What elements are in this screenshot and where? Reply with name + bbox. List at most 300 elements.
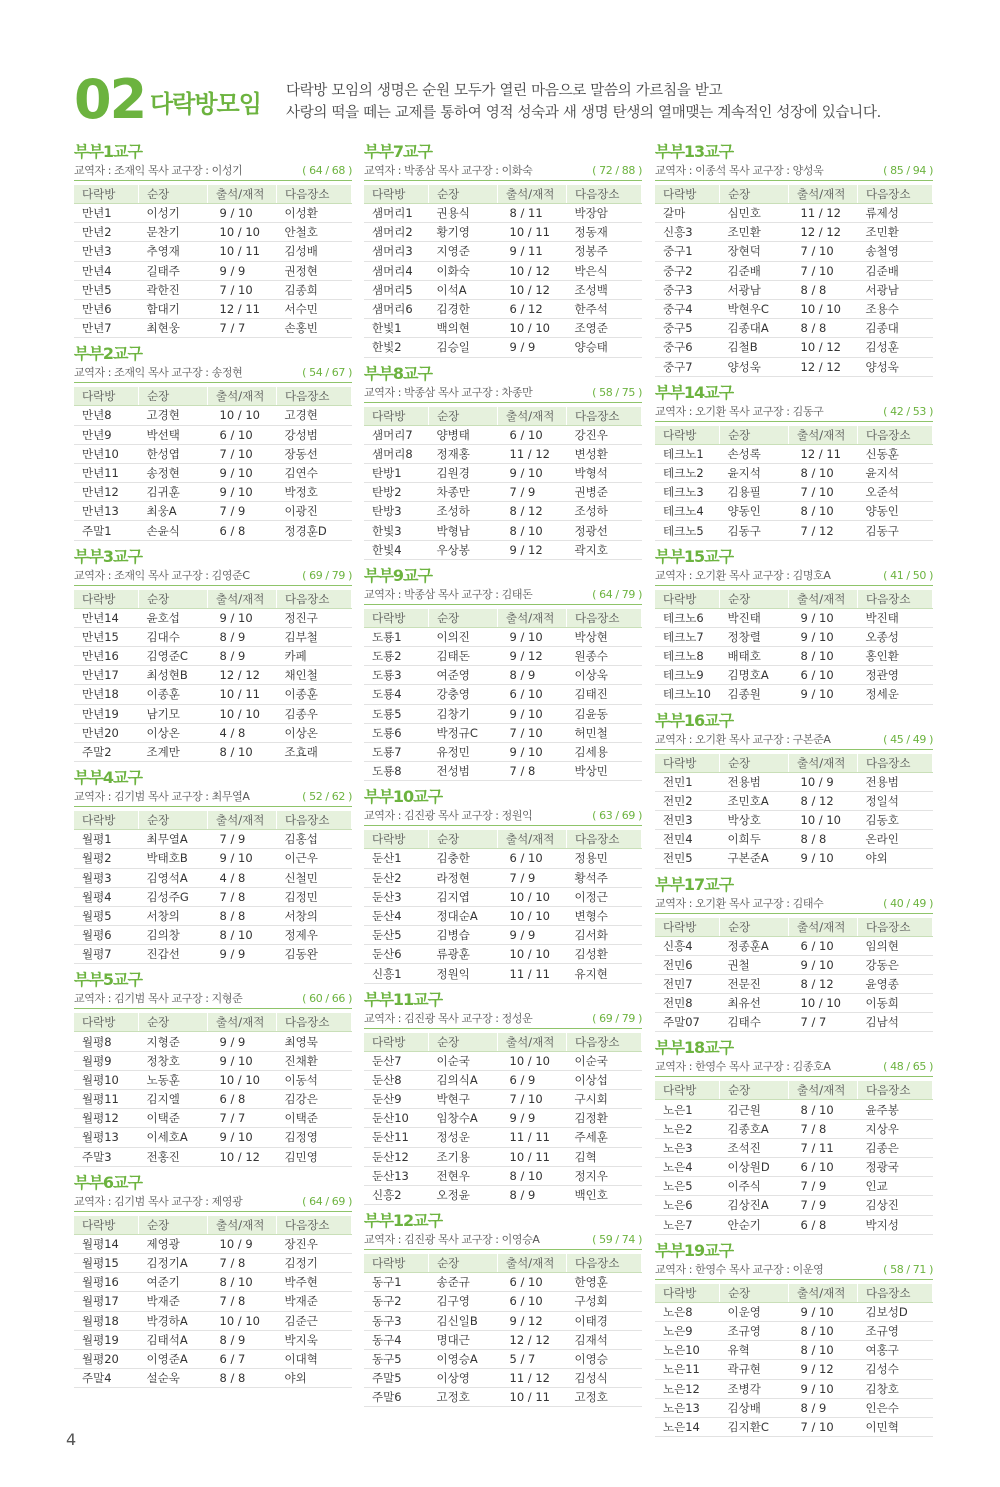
leader-cell: 유정민 (429, 742, 498, 761)
attendance-cell: 7 / 9 (208, 830, 277, 849)
header-next-place: 다음장소 (277, 1216, 352, 1235)
attendance-cell: 8 / 10 (789, 1321, 858, 1340)
next-place-cell: 곽지호 (567, 540, 642, 559)
header-leader: 순장 (720, 426, 789, 445)
district-title: 부부4교구 (74, 768, 142, 788)
leader-cell: 이성기 (139, 204, 208, 223)
next-place-cell: 김성수 (858, 1360, 933, 1379)
leader-cell: 권철 (720, 955, 789, 974)
attendance-cell: 7 / 9 (208, 502, 277, 521)
next-place-cell: 조민환 (858, 223, 933, 242)
table-header-row (74, 185, 352, 204)
next-place-cell: 김종희 (277, 280, 352, 299)
attendance-cell: 8 / 10 (498, 521, 567, 540)
table-row (655, 1321, 933, 1340)
leader-cell: 김구영 (429, 1292, 498, 1311)
district-title: 부부17교구 (655, 874, 734, 894)
header-leader: 순장 (720, 590, 789, 609)
district-info (364, 1231, 642, 1250)
table-row (364, 666, 642, 685)
attendance-cell: 10 / 10 (498, 1051, 567, 1070)
table-row (655, 1013, 933, 1032)
table-row (74, 1253, 352, 1272)
leader-cell: 박진태 (720, 608, 789, 627)
attendance-cell: 6 / 10 (498, 1273, 567, 1292)
room-cell: 테크노5 (655, 521, 720, 540)
leader-cell: 유혁 (720, 1341, 789, 1360)
attendance-cell: 9 / 10 (208, 463, 277, 482)
header-attendance: 출석/재적 (789, 590, 858, 609)
leader-cell: 최무열A (139, 830, 208, 849)
attendance-cell: 8 / 12 (789, 974, 858, 993)
leader-cell: 김의식A (429, 1070, 498, 1089)
next-place-cell: 정진구 (277, 608, 352, 627)
room-cell: 노은5 (655, 1177, 720, 1196)
table-row (364, 945, 642, 964)
header-room: 다락방 (364, 1033, 429, 1052)
attendance-cell: 9 / 10 (789, 608, 858, 627)
next-place-cell: 정광선 (567, 521, 642, 540)
room-cell: 한빛2 (364, 338, 429, 357)
attendance-cell: 9 / 9 (498, 338, 567, 357)
room-cell: 전민6 (655, 955, 720, 974)
header-leader: 순장 (720, 754, 789, 773)
room-cell: 둔산5 (364, 926, 429, 945)
next-place-cell: 정지우 (567, 1166, 642, 1185)
leader-cell: 황기영 (429, 223, 498, 242)
next-place-cell: 서창의 (277, 906, 352, 925)
room-cell: 월평15 (74, 1253, 139, 1272)
leader-cell: 차종만 (429, 483, 498, 502)
room-cell: 탄방2 (364, 483, 429, 502)
room-cell: 샘머리5 (364, 280, 429, 299)
next-place-cell: 야외 (858, 849, 933, 868)
table-header-row (74, 1216, 352, 1235)
district-group (655, 1241, 933, 1437)
header-room: 다락방 (74, 590, 139, 609)
room-cell: 전민1 (655, 772, 720, 791)
table-header-row (655, 1284, 933, 1303)
attendance-cell: 6 / 7 (208, 1349, 277, 1368)
attendance-cell: 12 / 12 (789, 223, 858, 242)
district-table (655, 590, 933, 705)
leader-cell: 김영석A (139, 868, 208, 887)
next-place-cell: 여홍구 (858, 1341, 933, 1360)
attendance-cell: 9 / 9 (208, 945, 277, 964)
district-group (364, 787, 642, 983)
table-row (74, 204, 352, 223)
district-attendance-ratio: ( 60 / 66 ) (302, 992, 352, 1006)
attendance-cell: 9 / 10 (789, 955, 858, 974)
leader-cell: 류광훈 (429, 945, 498, 964)
district-group (364, 142, 642, 358)
table-row (655, 1138, 933, 1157)
table-row (74, 685, 352, 704)
attendance-cell: 8 / 9 (498, 666, 567, 685)
leader-cell: 배태호 (720, 647, 789, 666)
leader-cell: 이세호A (139, 1128, 208, 1147)
district-info (655, 1261, 933, 1280)
table-row (364, 887, 642, 906)
table-header-row (74, 1013, 352, 1032)
leader-cell: 김원경 (429, 463, 498, 482)
next-place-cell: 김성환 (567, 945, 642, 964)
attendance-cell: 9 / 9 (498, 926, 567, 945)
next-place-cell: 이상섭 (567, 1070, 642, 1089)
table-row (74, 1109, 352, 1128)
header-room: 다락방 (655, 1284, 720, 1303)
leader-cell: 지형준 (139, 1032, 208, 1051)
leader-cell: 정대순A (429, 906, 498, 925)
room-cell: 테크노10 (655, 685, 720, 704)
leader-cell: 양동인 (720, 502, 789, 521)
district-group (74, 768, 352, 964)
room-cell: 전민7 (655, 974, 720, 993)
leader-cell: 양성욱 (720, 357, 789, 376)
attendance-cell: 8 / 10 (208, 926, 277, 945)
room-cell: 도룡5 (364, 704, 429, 723)
header-leader: 순장 (429, 1033, 498, 1052)
header-attendance: 출석/재적 (498, 1033, 567, 1052)
table-row (655, 1177, 933, 1196)
attendance-cell: 9 / 10 (789, 849, 858, 868)
next-place-cell: 이성환 (277, 204, 352, 223)
district-staff: 교역자 : 이종석 목사 교구장 : 양성욱 (655, 164, 824, 177)
room-cell: 월평17 (74, 1292, 139, 1311)
table-row (74, 521, 352, 540)
next-place-cell: 구성회 (567, 1292, 642, 1311)
header-attendance: 출석/재적 (789, 426, 858, 445)
room-cell: 중구5 (655, 319, 720, 338)
district-info (655, 403, 933, 422)
leader-cell: 임창수A (429, 1109, 498, 1128)
table-row (74, 425, 352, 444)
header-attendance: 출석/재적 (208, 185, 277, 204)
district-attendance-ratio: ( 58 / 71 ) (883, 1262, 933, 1276)
room-cell: 만년5 (74, 280, 139, 299)
header-attendance: 출석/재적 (789, 1284, 858, 1303)
attendance-cell: 10 / 10 (498, 319, 567, 338)
district-info (655, 895, 933, 914)
table-row (364, 926, 642, 945)
table-header-row (74, 811, 352, 830)
room-cell: 전민2 (655, 791, 720, 810)
next-place-cell: 김정영 (277, 1128, 352, 1147)
table-row (655, 280, 933, 299)
district-staff: 교역자 : 오기환 목사 교구장 : 김동구 (655, 404, 824, 418)
next-place-cell: 조영준 (567, 319, 642, 338)
table-row (74, 261, 352, 280)
header-room: 다락방 (364, 1254, 429, 1273)
table-row (655, 791, 933, 810)
header-next-place: 다음장소 (567, 609, 642, 628)
next-place-cell: 김남석 (858, 1013, 933, 1032)
attendance-cell: 7 / 10 (208, 444, 277, 463)
room-cell: 만년7 (74, 319, 139, 338)
header-room: 다락방 (74, 1013, 139, 1032)
table-row (655, 830, 933, 849)
leader-cell: 김대수 (139, 627, 208, 646)
next-place-cell: 백인호 (567, 1185, 642, 1204)
attendance-cell: 6 / 9 (498, 1070, 567, 1089)
table-row (364, 1070, 642, 1089)
table-row (655, 974, 933, 993)
attendance-cell: 10 / 12 (789, 338, 858, 357)
room-cell: 월평6 (74, 926, 139, 945)
leader-cell: 여준기 (139, 1273, 208, 1292)
header-attendance: 출석/재적 (208, 1216, 277, 1235)
table-row (74, 830, 352, 849)
next-place-cell: 오종성 (858, 627, 933, 646)
header-leader: 순장 (429, 609, 498, 628)
header-attendance: 출석/재적 (789, 754, 858, 773)
attendance-cell: 7 / 10 (789, 242, 858, 261)
table-row (74, 1234, 352, 1253)
next-place-cell: 이종훈 (277, 685, 352, 704)
room-cell: 샘머리7 (364, 425, 429, 444)
leader-cell: 김종호A (720, 1119, 789, 1138)
room-cell: 신흥3 (655, 223, 720, 242)
room-cell: 도룡4 (364, 685, 429, 704)
next-place-cell: 박형석 (567, 463, 642, 482)
room-cell: 월평3 (74, 868, 139, 887)
table-row (364, 444, 642, 463)
leader-cell: 이영준A (139, 1349, 208, 1368)
attendance-cell: 7 / 8 (208, 887, 277, 906)
attendance-cell: 7 / 12 (789, 521, 858, 540)
header-leader: 순장 (720, 185, 789, 204)
next-place-cell: 권병준 (567, 483, 642, 502)
next-place-cell: 장진우 (277, 1234, 352, 1253)
next-place-cell: 박주현 (277, 1273, 352, 1292)
table-row (74, 483, 352, 502)
room-cell: 만년14 (74, 608, 139, 627)
district-attendance-ratio: ( 40 / 49 ) (883, 896, 933, 910)
table-row (655, 502, 933, 521)
leader-cell: 박현우C (720, 299, 789, 318)
room-cell: 노은3 (655, 1138, 720, 1157)
room-cell: 샘머리8 (364, 444, 429, 463)
header-next-place: 다음장소 (858, 185, 933, 204)
header-next-place: 다음장소 (277, 387, 352, 406)
header-leader: 순장 (139, 811, 208, 830)
table-row (74, 1070, 352, 1089)
leader-cell: 정재홍 (429, 444, 498, 463)
attendance-cell: 10 / 11 (498, 223, 567, 242)
district-table (655, 185, 933, 377)
room-cell: 둔산9 (364, 1090, 429, 1109)
district-title: 부부19교구 (655, 1240, 734, 1260)
description-line-2: 사랑의 떡을 떼는 교제를 통하여 영적 성숙과 새 생명 탄생의 열매맺는 계속적인 성장에 있습니다. (286, 105, 881, 121)
room-cell: 월평14 (74, 1234, 139, 1253)
room-cell: 테크노4 (655, 502, 720, 521)
attendance-cell: 6 / 10 (498, 685, 567, 704)
header-next-place: 다음장소 (277, 185, 352, 204)
leader-cell: 라정현 (429, 868, 498, 887)
room-cell: 만년17 (74, 666, 139, 685)
table-row (74, 742, 352, 761)
leader-cell: 서창의 (139, 906, 208, 925)
next-place-cell: 김윤동 (567, 704, 642, 723)
leader-cell: 정창호 (139, 1051, 208, 1070)
district-group (655, 875, 933, 1033)
district-table (74, 1013, 352, 1166)
next-place-cell: 김재석 (567, 1330, 642, 1349)
column-middle (364, 142, 642, 1413)
room-cell: 만년1 (74, 204, 139, 223)
attendance-cell: 10 / 10 (208, 406, 277, 425)
room-cell: 전민4 (655, 830, 720, 849)
table-row (74, 608, 352, 627)
leader-cell: 최현웅 (139, 319, 208, 338)
table-row (74, 926, 352, 945)
leader-cell: 강충영 (429, 685, 498, 704)
room-cell: 만년4 (74, 261, 139, 280)
header-next-place: 다음장소 (858, 754, 933, 773)
attendance-cell: 6 / 10 (789, 936, 858, 955)
header-next-place: 다음장소 (567, 1254, 642, 1273)
next-place-cell: 권정현 (277, 261, 352, 280)
room-cell: 한빛1 (364, 319, 429, 338)
table-row (364, 1109, 642, 1128)
next-place-cell: 김연수 (277, 463, 352, 482)
attendance-cell: 10 / 9 (789, 772, 858, 791)
leader-cell: 조기용 (429, 1147, 498, 1166)
table-row (364, 338, 642, 357)
leader-cell: 조계만 (139, 742, 208, 761)
leader-cell: 양병태 (429, 425, 498, 444)
attendance-cell: 7 / 10 (789, 1417, 858, 1436)
leader-cell: 김성주G (139, 887, 208, 906)
leader-cell: 남기모 (139, 704, 208, 723)
header-next-place: 다음장소 (858, 918, 933, 937)
district-group (364, 1211, 642, 1407)
table-row (655, 1398, 933, 1417)
leader-cell: 박경하A (139, 1311, 208, 1330)
attendance-cell: 12 / 11 (789, 444, 858, 463)
next-place-cell: 김준근 (277, 1311, 352, 1330)
district-table (655, 754, 933, 869)
table-row (364, 627, 642, 646)
header-leader: 순장 (139, 590, 208, 609)
leader-cell: 조민호A (720, 791, 789, 810)
room-cell: 동구2 (364, 1292, 429, 1311)
room-cell: 둔산4 (364, 906, 429, 925)
leader-cell: 이상온 (139, 723, 208, 742)
attendance-cell: 12 / 12 (789, 357, 858, 376)
room-cell: 만년13 (74, 502, 139, 521)
next-place-cell: 김정민 (277, 887, 352, 906)
district-info (655, 567, 933, 586)
attendance-cell: 10 / 10 (498, 906, 567, 925)
next-place-cell: 박은식 (567, 261, 642, 280)
leader-cell: 장현덕 (720, 242, 789, 261)
leader-cell: 김의창 (139, 926, 208, 945)
next-place-cell: 김창호 (858, 1379, 933, 1398)
header-attendance: 출석/재적 (208, 590, 277, 609)
attendance-cell: 9 / 9 (498, 1109, 567, 1128)
table-row (655, 647, 933, 666)
attendance-cell: 9 / 10 (208, 849, 277, 868)
table-header-row (655, 918, 933, 937)
table-row (364, 685, 642, 704)
table-header-row (364, 407, 642, 426)
room-cell: 월평16 (74, 1273, 139, 1292)
district-attendance-ratio: ( 42 / 53 ) (883, 404, 933, 418)
room-cell: 주말2 (74, 742, 139, 761)
district-table (74, 811, 352, 964)
next-place-cell: 신철민 (277, 868, 352, 887)
attendance-cell: 10 / 10 (208, 1070, 277, 1089)
next-place-cell: 고경현 (277, 406, 352, 425)
leader-cell: 추영재 (139, 242, 208, 261)
district-title: 부부5교구 (74, 970, 142, 990)
next-place-cell: 양동인 (858, 502, 933, 521)
attendance-cell: 8 / 10 (789, 647, 858, 666)
table-header-row (655, 590, 933, 609)
header-attendance: 출석/재적 (498, 609, 567, 628)
room-cell: 노은6 (655, 1196, 720, 1215)
room-cell: 주말07 (655, 1013, 720, 1032)
attendance-cell: 9 / 12 (498, 540, 567, 559)
district-staff: 교역자 : 오기환 목사 교구장 : 김태수 (655, 896, 824, 910)
room-cell: 만년2 (74, 223, 139, 242)
header-attendance: 출석/재적 (789, 1081, 858, 1100)
leader-cell: 구본준A (720, 849, 789, 868)
room-cell: 둔산8 (364, 1070, 429, 1089)
next-place-cell: 정봉주 (567, 242, 642, 261)
attendance-cell: 4 / 8 (208, 868, 277, 887)
table-row (364, 483, 642, 502)
next-place-cell: 류제성 (858, 204, 933, 223)
table-row (364, 463, 642, 482)
room-cell: 둔산2 (364, 868, 429, 887)
header-next-place: 다음장소 (277, 811, 352, 830)
leader-cell: 이주식 (720, 1177, 789, 1196)
header-room: 다락방 (74, 1216, 139, 1235)
leader-cell: 정원익 (429, 964, 498, 983)
table-row (655, 1196, 933, 1215)
district-info (364, 1010, 642, 1029)
attendance-cell: 11 / 12 (498, 1369, 567, 1388)
room-cell: 둔산3 (364, 887, 429, 906)
leader-cell: 김용필 (720, 483, 789, 502)
attendance-cell: 7 / 9 (498, 868, 567, 887)
leader-cell: 전성범 (429, 762, 498, 781)
attendance-cell: 7 / 8 (208, 1292, 277, 1311)
table-row (655, 772, 933, 791)
header-room: 다락방 (364, 407, 429, 426)
attendance-cell: 10 / 11 (208, 685, 277, 704)
room-cell: 도룡3 (364, 666, 429, 685)
room-cell: 만년15 (74, 627, 139, 646)
attendance-cell: 8 / 10 (789, 1100, 858, 1119)
next-place-cell: 이민혁 (858, 1417, 933, 1436)
next-place-cell: 조성하 (567, 502, 642, 521)
table-row (655, 299, 933, 318)
table-row (655, 849, 933, 868)
next-place-cell: 손홍빈 (277, 319, 352, 338)
district-info (364, 586, 642, 605)
attendance-cell: 9 / 9 (208, 1032, 277, 1051)
table-row (74, 1273, 352, 1292)
table-row (364, 1311, 642, 1330)
header-leader: 순장 (720, 1081, 789, 1100)
table-row (74, 704, 352, 723)
attendance-cell: 10 / 12 (498, 261, 567, 280)
district-staff: 교역자 : 박종삼 목사 교구장 : 차종만 (364, 385, 533, 399)
room-cell: 갈마 (655, 204, 720, 223)
